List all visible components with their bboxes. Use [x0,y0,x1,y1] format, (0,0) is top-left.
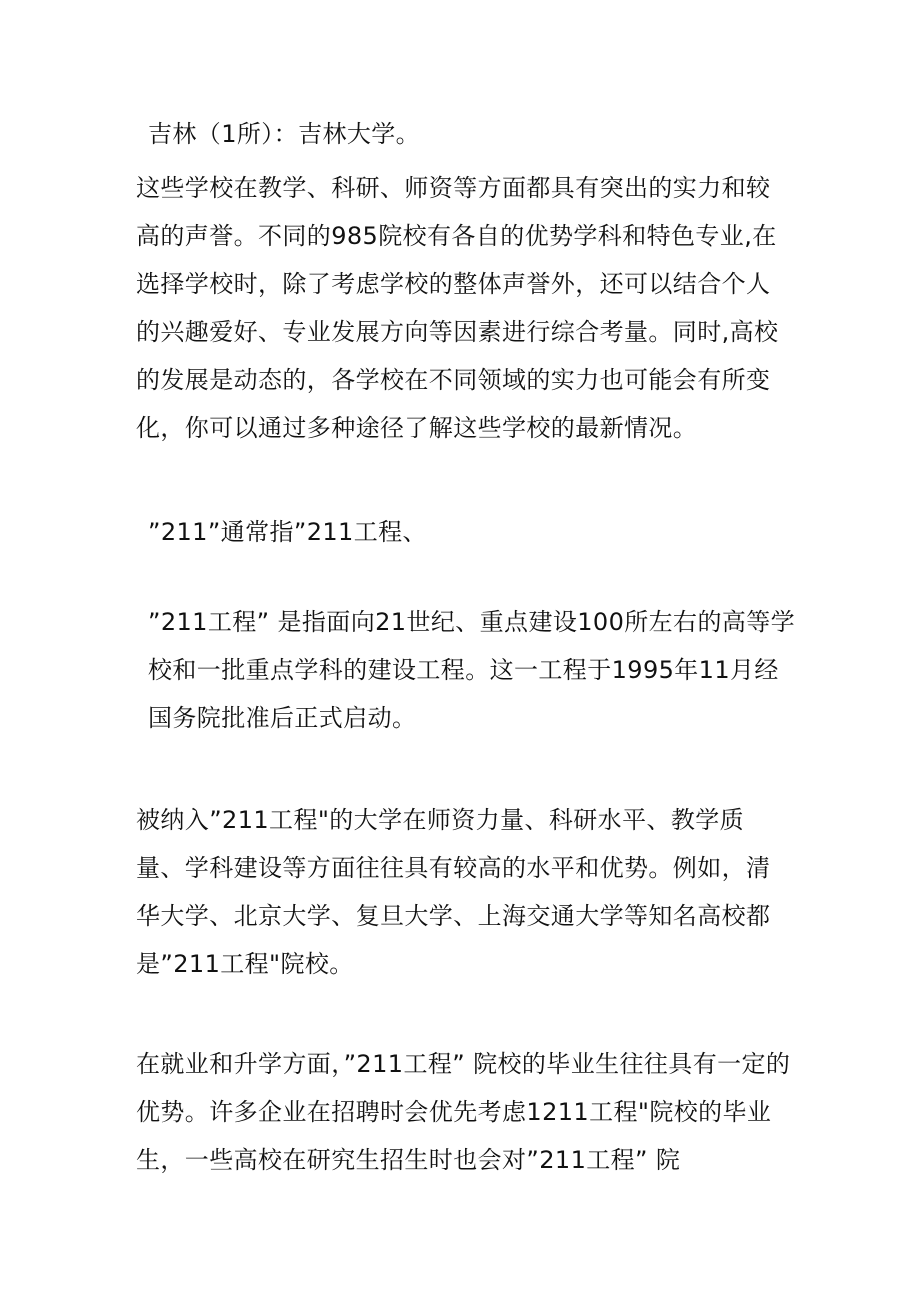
paragraph-985-overview: 这些学校在教学、科研、师资等方面都具有突出的实力和较高的声誉。不同的985院校有各自的优势学科和特色专业,在选择学校时，除了考虑学校的整体声誉外，还可以结合个人的兴趣爱好、专业发展方向等因素进行综合考量。同时,高校的发展是动态的，各学校在不同领域的实力也可能会有所变化，你可以通过多种途径了解这些学校的最新情况。 [136,174,779,442]
paragraph-211-heading: ”211”通常指”211工程、 [148,518,427,546]
paragraph-211-employment: 在就业和升学方面，”211工程” 院校的毕业生往往具有一定的优势。许多企业在招聘时会优先考虑1211工程"院校的毕业生，一些高校在研究生招生时也会对”211工程” 院 [136,1050,791,1174]
paragraph-jilin: 吉林（1所）：吉林大学。 [148,120,421,148]
paragraph-211-universities: 被纳入”211工程"的大学在师资力量、科研水平、教学质量、学科建设等方面往往具有较高的水平和优势。例如，清华大学、北京大学、复旦大学、上海交通大学等知名高校都是”211工程"院校。 [136,806,771,978]
paragraph-211-definition: ”211工程” 是指面向21世纪、重点建设100所左右的高等学校和一批重点学科的建设工程。这一工程于1995年11月经国务院批准后正式启动。 [148,608,796,732]
